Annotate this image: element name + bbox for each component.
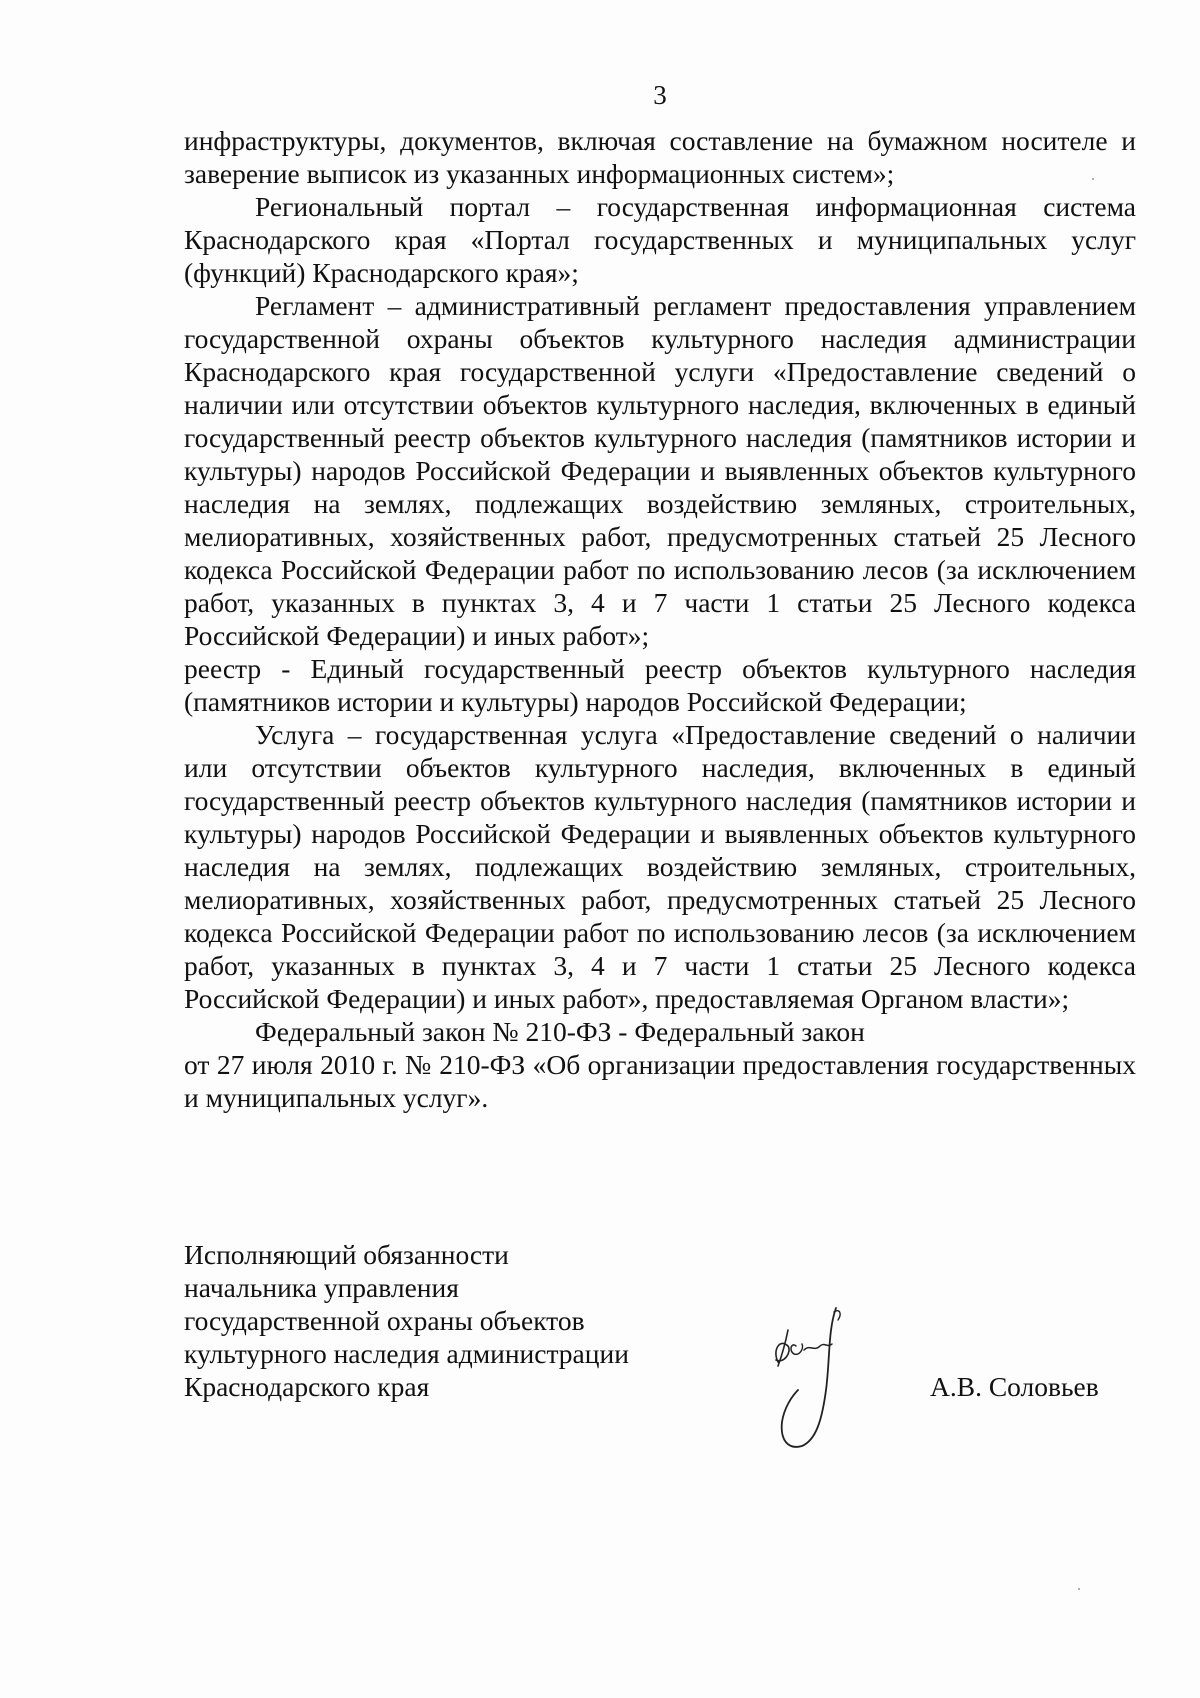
signatory-title-line: государственной охраны объектов (184, 1305, 585, 1336)
signatory-title (184, 1238, 704, 1403)
paragraph-service: Услуга – государственная услуга «Предоставление сведений о наличии или отсутствии объектов культурного наследия, включенных в единый государственный реестр объектов культурного наследия (памятников истории и культуры) народов Российской Федерации и выявленных объектов культурного наследия на землях, подлежащих воздействию земляных, строительных, мелиоративных, хозяйственных работ, предусмотренных статьей 25 Лесного кодекса Российской Федерации работ по использованию лесов (за исключением работ, указанных в пунктах 3, 4 и 7 части 1 статьи 25 Лесного кодекса Российской Федерации) и иных работ», предоставляемая Органом власти»; (184, 719, 1136, 1014)
paragraph-infrastructure: инфраструктуры, документов, включая составление на бумажном носителе и заверение выписок из указанных информационных систем»; (184, 125, 1136, 189)
signatory-title-line: начальника управления (184, 1272, 459, 1303)
scan-speck (1078, 1588, 1080, 1590)
signatory-title-line: культурного наследия администрации (184, 1338, 629, 1369)
scan-speck (1092, 178, 1094, 180)
signatory-title-line: Краснодарского края (184, 1371, 430, 1402)
paragraph-registry: реестр - Единый государственный реестр объектов культурного наследия (памятников истории и культуры) народов Российской Федерации; (184, 653, 1136, 717)
signatory-title-line: Исполняющий обязанности (184, 1239, 509, 1270)
paragraph-regional-portal: Региональный портал – государственная информационная система Краснодарского края «Портал государственных и муниципальных услуг (функций) Краснодарского края»; (184, 191, 1136, 288)
handwritten-signature (758, 1300, 878, 1470)
paragraph-federal-law-title: Федеральный закон № 210-ФЗ - Федеральный закон (255, 1016, 865, 1047)
paragraph-reglament: Регламент – административный регламент предоставления управлением государственной охраны объектов культурного наследия администрации Краснодарского края государственной услуги «Предоставление сведений о наличии или отсутствии объектов культурного наследия, включенных в единый государственный реестр объектов культурного наследия (памятников истории и культуры) народов Российской Федерации и выявленных объектов культурного наследия на землях, подлежащих воздействию земляных, строительных, мелиоративных, хозяйственных работ, предусмотренных статьей 25 Лесного кодекса Российской Федерации работ по использованию лесов (за исключением работ, указанных в пунктах 3, 4 и 7 части 1 статьи 25 Лесного кодекса Российской Федерации) и иных работ»; (184, 290, 1136, 651)
page-number: 3 (653, 80, 667, 110)
signatory-name: А.В. Соловьев (930, 1371, 1099, 1402)
document-body (184, 124, 1136, 1114)
paragraph-federal-law-details: от 27 июля 2010 г. № 210-ФЗ «Об организации предоставления государственных и муниципальных услуг». (184, 1049, 1136, 1113)
